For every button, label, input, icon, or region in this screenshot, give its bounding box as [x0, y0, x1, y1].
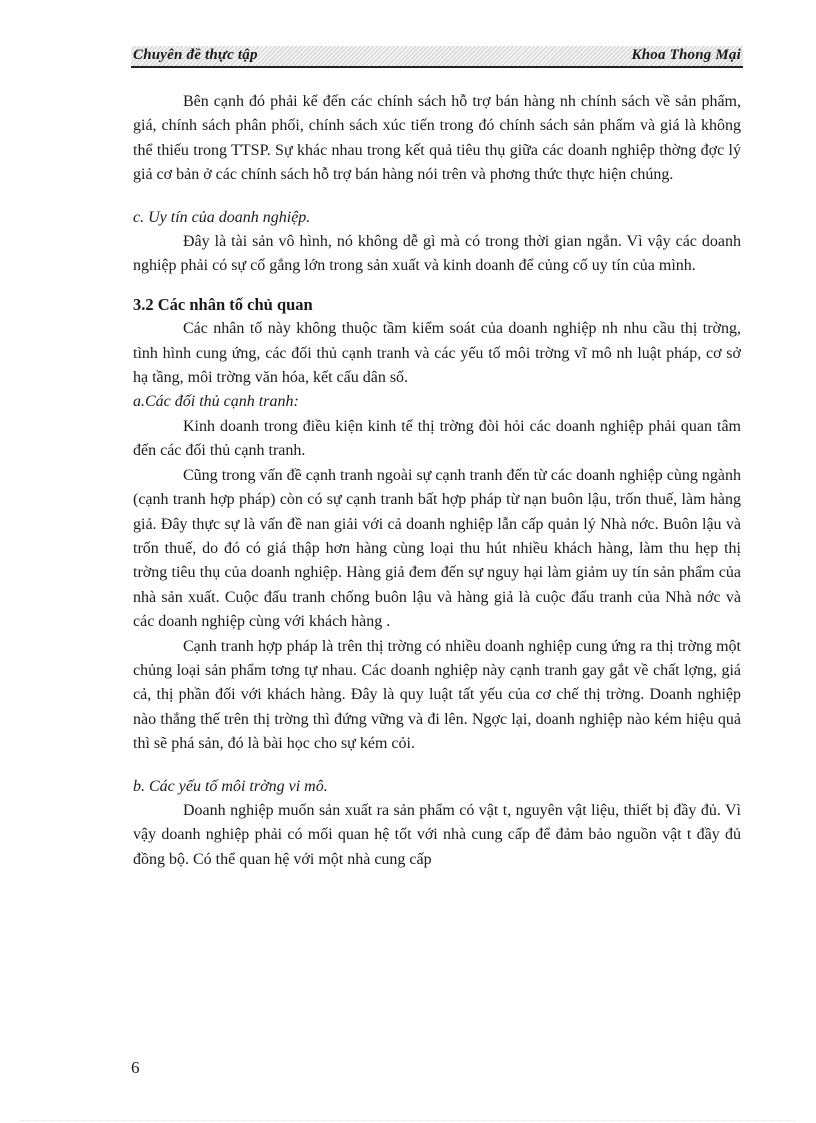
document-body	[133, 90, 741, 872]
paragraph-legal-competition: Cạnh tranh hợp pháp là trên thị trờng có nhiều doanh nghiệp cung ứng ra thị trờng một chủng loại sản phẩm tơng tự nhau. Các doanh nghiệp này cạnh tranh gay gắt về chất lợng, giá cả, thị phần đối với khách hàng. Đây là quy luật tất yếu của cơ chế thị trờng. Doanh nghiệp nào thắng thế trên thị trờng thì đứng vững và đi lên. Ngợc lại, doanh nghiệp nào kém hiệu quả thì sẽ phá sản, đó là bài học cho sự kém cỏi.	[133, 637, 741, 753]
subheading-company-reputation: c. Uy tín của doanh nghiệp.	[133, 208, 311, 226]
page-number: 6	[131, 1058, 140, 1077]
subheading-competitors: a.Các đối thủ cạnh tranh:	[133, 393, 299, 411]
subheading-micro-environment: b. Các yếu tố môi trờng vi mô.	[133, 777, 328, 795]
section-heading-3-2: 3.2 Các nhân tố chủ quan	[133, 294, 313, 314]
paragraph-subjective-factors: Các nhân tố này không thuộc tầm kiểm soát của doanh nghiệp nh nhu cầu thị trờng, tình hình cung ứng, các đối thủ cạnh tranh và các yếu tố môi trờng vĩ mô nh luật pháp, cơ sở hạ tầng, môi trờng văn hóa, kết cấu dân số.	[133, 320, 741, 387]
paragraph-suppliers: Doanh nghiệp muốn sản xuất ra sản phẩm có vật t, nguyên vật liệu, thiết bị đầy đủ. Vì vậy doanh nghiệp phải có mối quan hệ tốt với nhà cung cấp để đảm bảo nguồn vật t đầy đủ đồng bộ. Có thể quan hệ với một nhà cung cấp	[133, 801, 741, 868]
paragraph-illegal-competition: Cũng trong vấn đề cạnh tranh ngoài sự cạnh tranh đến từ các doanh nghiệp cùng ngành (cạnh tranh hợp pháp) còn có sự cạnh tranh bất hợp pháp từ nạn buôn lậu, trốn thuế, làm hàng giả. Đây thực sự là vấn đề nan giải với cả doanh nghiệp lẫn cấp quản lý Nhà nớc. Buôn lậu và trốn thuế, do đó có giá thập hơn hàng cùng loại thu hút nhiều khách hàng, làm thu hẹp thị trờng tiêu thụ của doanh nghiệp. Hàng giả đem đến sự nguy hại làm giảm uy tín sản phẩm của nhà sản xuất. Cuộc đấu tranh chống buôn lậu và hàng giả là cuộc đấu tranh của Nhà nớc và các doanh nghiệp cùng với khách hàng .	[133, 466, 741, 631]
page-bottom-divider	[20, 1120, 796, 1121]
paragraph-sales-support-policies: Bên cạnh đó phải kể đến các chính sách hỗ trợ bán hàng nh chính sách về sản phẩm, giá, chính sách phân phối, chính sách xúc tiến trong đó chính sách sản phẩm và giá là không thể thiếu trong TTSP. Sự khác nhau trong kết quả tiêu thụ giữa các doanh nghiệp thờng đợc lý giả cơ bản ở các chính sách hỗ trợ bán hàng nói trên và phơng thức thực hiện chúng.	[133, 93, 741, 184]
page-header	[131, 46, 743, 68]
paragraph-market-competition: Kinh doanh trong điều kiện kinh tế thị trờng đòi hỏi các doanh nghiệp phải quan tâm đến các đối thủ cạnh tranh.	[133, 417, 741, 460]
paragraph-reputation: Đây là tài sản vô hình, nó không dễ gì mà có trong thời gian ngắn. Vì vậy các doanh nghiệp phải có sự cố gắng lớn trong sản xuất và kinh doanh để củng cố uy tín của mình.	[133, 233, 741, 275]
header-document-title: Chuyên đề thực tập	[133, 47, 258, 63]
header-faculty-name: Khoa Thong Mại	[631, 47, 741, 63]
